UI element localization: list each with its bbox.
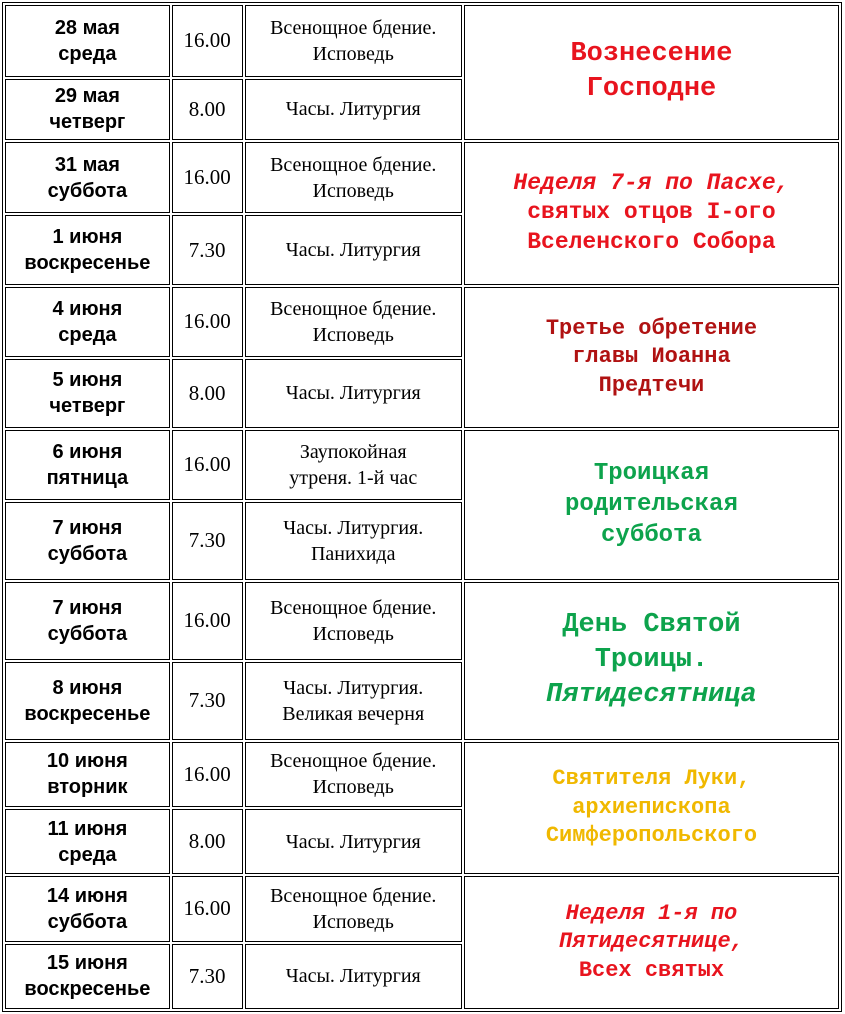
service-cell: Часы. Литургия. Великая вечерня [245, 662, 462, 740]
service-cell: Часы. Литургия. Панихида [245, 502, 462, 580]
feast-cell: Троицкая родительская суббота [464, 430, 839, 580]
date-cell: 1 июня воскресенье [5, 215, 170, 285]
time-cell: 7.30 [172, 502, 243, 580]
service-cell: Часы. Литургия [245, 944, 462, 1009]
date-cell: 11 июня среда [5, 809, 170, 874]
date-cell: 31 мая суббота [5, 142, 170, 214]
service-cell: Заупокойная утреня. 1-й час [245, 430, 462, 500]
date-cell: 14 июня суббота [5, 876, 170, 941]
time-cell: 7.30 [172, 662, 243, 740]
feast-cell: Святителя Луки, архиепископа Симферопольского [464, 742, 839, 875]
date-cell: 4 июня среда [5, 287, 170, 357]
service-cell: Всенощное бдение. Исповедь [245, 742, 462, 807]
time-cell: 16.00 [172, 582, 243, 660]
service-cell: Всенощное бдение. Исповедь [245, 5, 462, 77]
table-row [5, 142, 839, 214]
table-row [5, 287, 839, 357]
service-cell: Всенощное бдение. Исповедь [245, 287, 462, 357]
service-cell: Часы. Литургия [245, 809, 462, 874]
table-row [5, 742, 839, 807]
service-cell: Часы. Литургия [245, 79, 462, 140]
date-cell: 6 июня пятница [5, 430, 170, 500]
time-cell: 7.30 [172, 215, 243, 285]
date-cell: 8 июня воскресенье [5, 662, 170, 740]
time-cell: 16.00 [172, 430, 243, 500]
date-cell: 29 мая четверг [5, 79, 170, 140]
time-cell: 8.00 [172, 359, 243, 429]
service-cell: Часы. Литургия [245, 359, 462, 429]
table-row [5, 430, 839, 500]
time-cell: 16.00 [172, 5, 243, 77]
table-row [5, 582, 839, 660]
time-cell: 8.00 [172, 79, 243, 140]
table-row [5, 5, 839, 77]
time-cell: 16.00 [172, 742, 243, 807]
time-cell: 16.00 [172, 876, 243, 941]
feast-cell: Третье обретение главы Иоанна Предтечи [464, 287, 839, 428]
date-cell: 5 июня четверг [5, 359, 170, 429]
time-cell: 7.30 [172, 944, 243, 1009]
date-cell: 28 мая среда [5, 5, 170, 77]
feast-cell: Неделя 1-я по Пятидесятнице, Всех святых [464, 876, 839, 1009]
date-cell: 7 июня суббота [5, 582, 170, 660]
service-cell: Всенощное бдение. Исповедь [245, 142, 462, 214]
time-cell: 8.00 [172, 809, 243, 874]
feast-cell: Неделя 7-я по Пасхе, святых отцов I-ого Вселенского Собора [464, 142, 839, 285]
schedule-table [2, 2, 842, 1012]
feast-cell: День Святой Троицы. Пятидесятница [464, 582, 839, 740]
table-row [5, 876, 839, 941]
date-cell: 10 июня вторник [5, 742, 170, 807]
date-cell: 7 июня суббота [5, 502, 170, 580]
service-cell: Всенощное бдение. Исповедь [245, 876, 462, 941]
time-cell: 16.00 [172, 287, 243, 357]
service-cell: Всенощное бдение. Исповедь [245, 582, 462, 660]
feast-cell: Вознесение Господне [464, 5, 839, 140]
time-cell: 16.00 [172, 142, 243, 214]
service-cell: Часы. Литургия [245, 215, 462, 285]
date-cell: 15 июня воскресенье [5, 944, 170, 1009]
